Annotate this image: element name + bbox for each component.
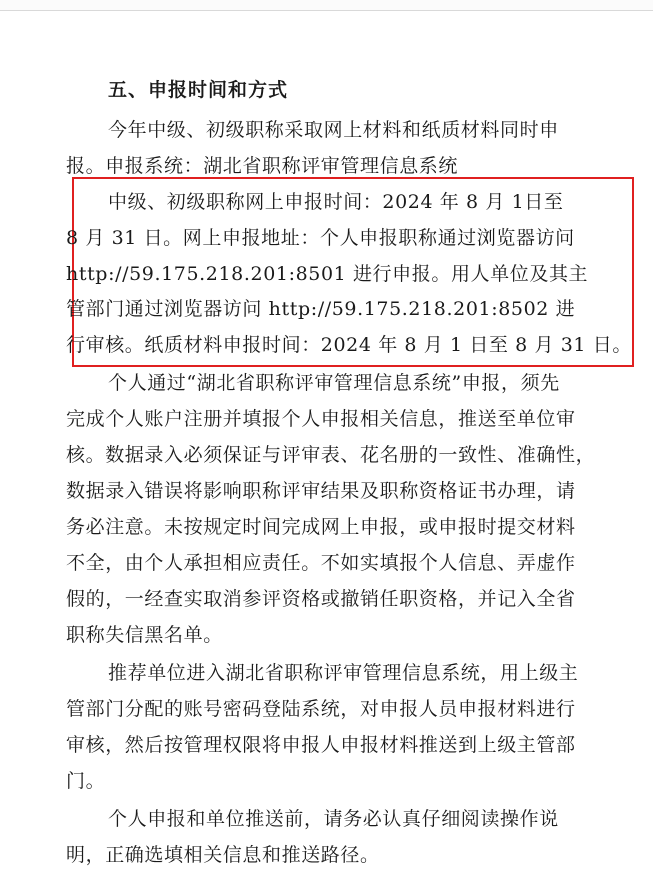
paragraph2-line8: 职称失信黑名单。 (66, 624, 223, 646)
highlight-line4: 管部门通过浏览器访问 http://59.175.218.201:8502 进 (66, 298, 576, 320)
paragraph2-line7: 假的，一经查实取消参评资格或撤销任职资格，并记入全省 (66, 588, 576, 610)
paragraph2-line1: 个人通过“湖北省职称评审管理信息系统”申报，须先 (108, 372, 560, 394)
paragraph4-line2: 明，正确选填相关信息和推送路径。 (66, 844, 380, 866)
paragraph4-line1: 个人申报和单位推送前，请务必认真仔细阅读操作说 (108, 808, 559, 830)
paragraph2-line4: 数据录入错误将影响职称评审结果及职称资格证书办理，请 (66, 480, 576, 502)
paragraph3-line2: 管部门分配的账号密码登陆系统，对申报人员申报材料进行 (66, 698, 576, 720)
paragraph2-line3: 核。数据录入必须保证与评审表、花名册的一致性、准确性， (66, 444, 596, 466)
highlight-line2: 8 月 31 日。网上申报地址：个人申报职称通过浏览器访问 (66, 227, 575, 249)
highlight-line1: 中级、初级职称网上申报时间：2024 年 8 月 1日至 (108, 191, 564, 213)
paragraph2-line5: 务必注意。未按规定时间完成网上申报，或申报时提交材料 (66, 516, 576, 538)
paragraph3-line4: 门。 (66, 770, 106, 792)
highlight-line3: http://59.175.218.201:8501 进行申报。用人单位及其主 (66, 263, 589, 285)
paragraph3-line3: 审核，然后按管理权限将申报人申报材料推送到上级主管部 (66, 734, 576, 756)
paragraph2-line6: 不全，由个人承担相应责任。不如实填报个人信息、弄虚作 (66, 552, 576, 574)
paragraph1-line1: 今年中级、初级职称采取网上材料和纸质材料同时申 (108, 119, 559, 141)
paragraph1-line2: 报。申报系统：湖北省职称评审管理信息系统 (66, 155, 459, 177)
highlight-line5: 行审核。纸质材料申报时间：2024 年 8 月 1 日至 8 月 31 日。 (66, 334, 632, 356)
paragraph2-line2: 完成个人账户注册并填报个人申报相关信息，推送至单位审 (66, 408, 576, 430)
paragraph3-line1: 推荐单位进入湖北省职称评审管理信息系统，用上级主 (108, 662, 579, 684)
section-heading: 五、申报时间和方式 (108, 79, 289, 101)
page-top-edge (0, 0, 653, 11)
